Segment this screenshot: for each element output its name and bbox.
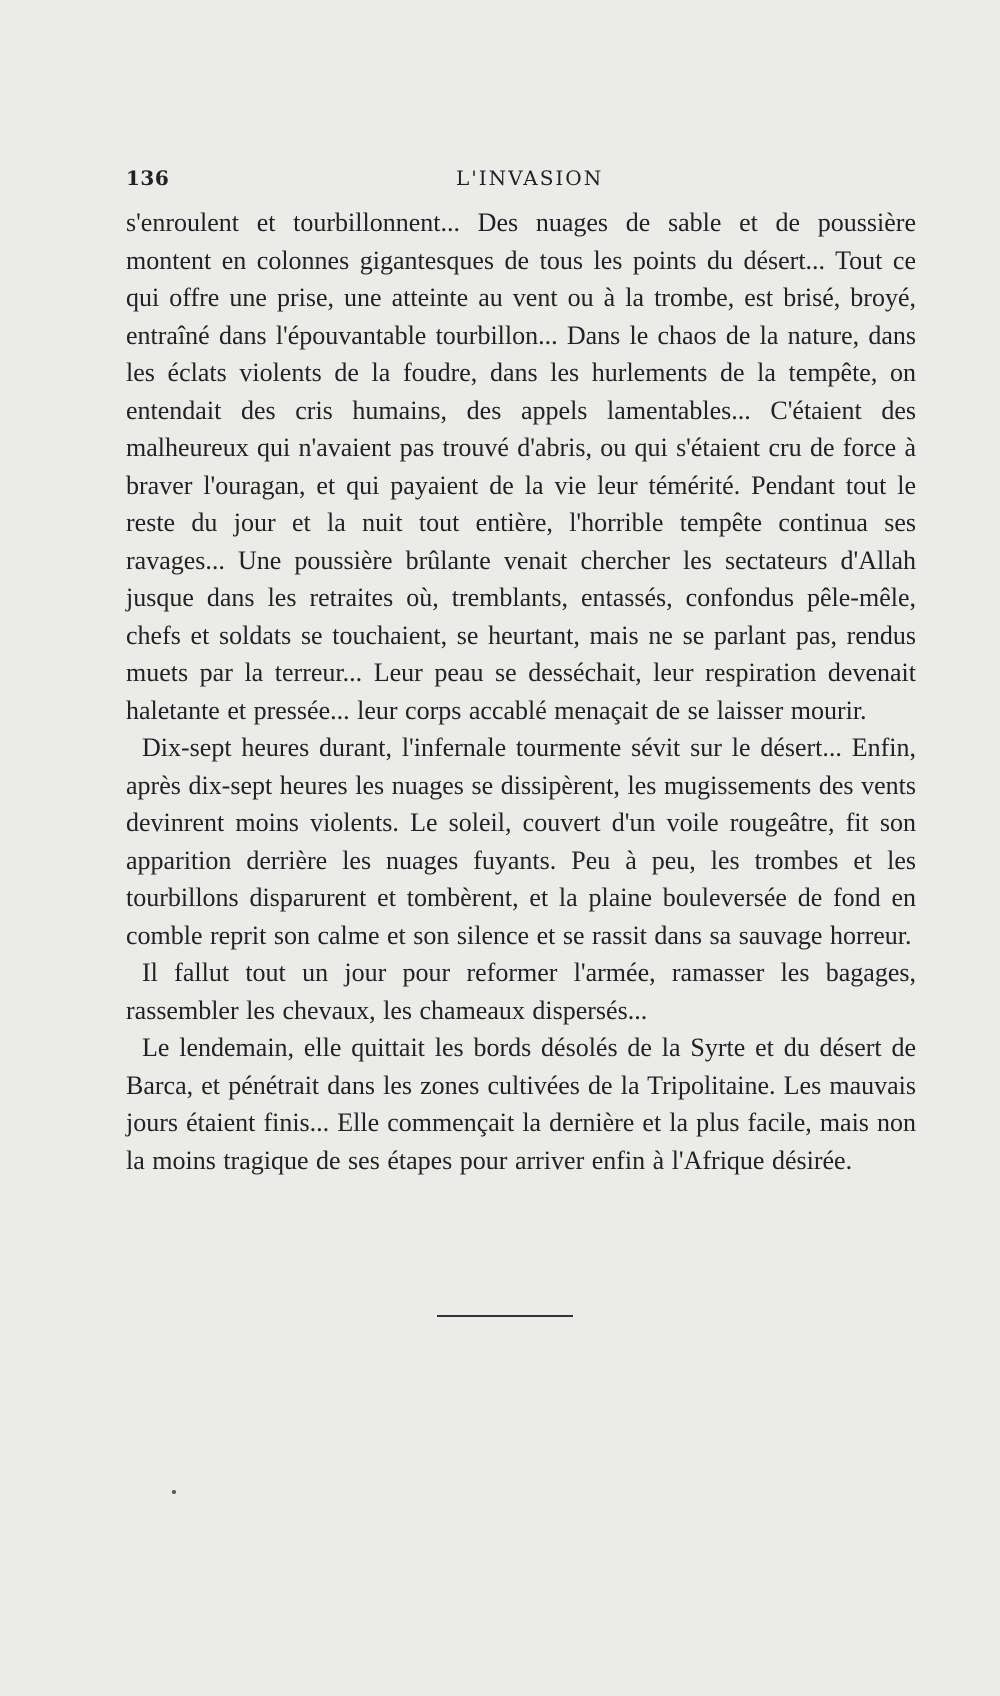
running-head bbox=[126, 166, 916, 196]
paragraph: Le lendemain, elle quittait les bords désolés de la Syrte et du désert de Barca, et pénétrait dans les zones cultivées de la Tripolitaine. Les mauvais jours étaient finis... Elle commençait la dernière et la plus facile, mais non la moins tragique de ses étapes pour arriver enfin à l'Afrique désirée. bbox=[126, 1033, 916, 1175]
chapter-end-rule bbox=[437, 1315, 573, 1317]
paragraph-continued: s'enroulent et tourbillonnent... Des nuages de sable et de poussière montent en colonnes gigantesques de tous les points du désert... Tout ce qui offre une prise, une atteinte au vent ou à la trombe, est brisé, broyé, entraîné dans l'épouvantable tourbillon... Dans le chaos de la nature, dans les éclats violents de la foudre, dans les hurlements de la tempête, on entendait des cris humains, des appels lamentables... C'étaient des malheureux qui n'avaient pas trouvé d'abris, ou qui s'étaient cru de force à braver l'ouragan, et qui payaient de la vie leur témérité. Pendant tout le reste du jour et la nuit tout entière, l'horrible tempête continua ses ravages... Une poussière brûlante venait chercher les sectateurs d'Allah jusque dans les retraites où, tremblants, entassés, confondus pêle-mêle, chefs et soldats se touchaient, se heurtant, mais ne se parlant pas, rendus muets par la terreur... Leur peau se desséchait, leur respiration devenait haletante et pressée... leur corps accablé menaçait de se laisser mourir. bbox=[126, 208, 916, 725]
paragraph: Dix-sept heures durant, l'infernale tourmente sévit sur le désert... Enfin, après dix-sept heures les nuages se dissipèrent, les mugissements des vents devinrent moins violents. Le soleil, couvert d'un voile rougeâtre, fit son apparition derrière les nuages fuyants. Peu à peu, les trombes et les tourbillons disparurent et tombèrent, et la plaine bouleversée de fond en comble reprit son calme et son silence et se rassit dans sa sauvage horreur. bbox=[126, 733, 916, 950]
body-text bbox=[126, 204, 916, 1179]
print-speck bbox=[172, 1490, 176, 1494]
running-title: L'INVASION bbox=[456, 166, 604, 190]
page-number: 136 bbox=[126, 166, 170, 190]
paragraph: Il fallut tout un jour pour reformer l'armée, ramasser les bagages, rassembler les chevaux, les chameaux dispersés... bbox=[126, 958, 916, 1025]
